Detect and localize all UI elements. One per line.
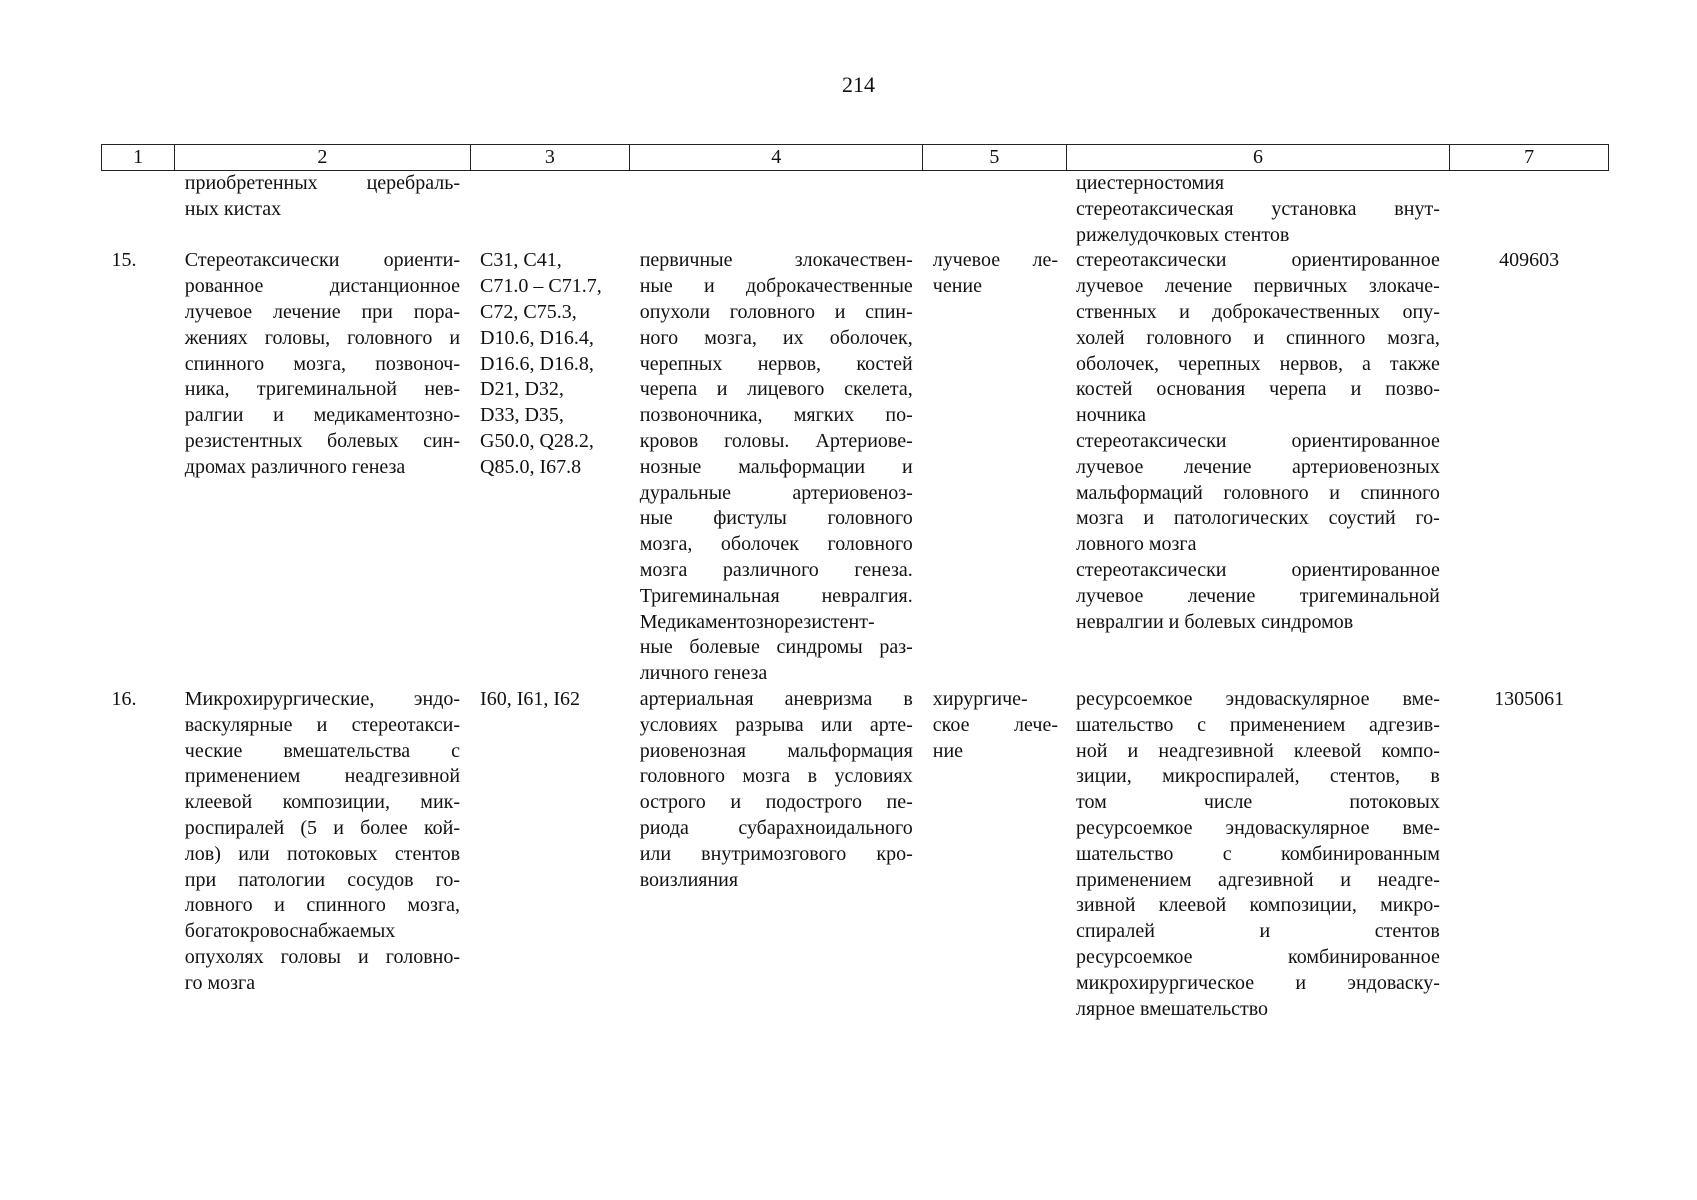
cell-text-line: роспиралей (5 и более кой- [184, 816, 461, 839]
cell-text-line: головного мозга в условиях [639, 765, 913, 788]
cell-text-line: Микрохирургические, эндо- [184, 687, 461, 710]
cell-text-line: приобретенных церебраль- [184, 172, 461, 194]
cell-text-line: или внутримозгового кро- [639, 842, 913, 865]
cell-treatment-type [923, 171, 1066, 249]
cell-text-line: артериальная аневризма в [639, 687, 913, 710]
cell-text-line: чение [932, 275, 982, 298]
cell-text-line: ные фистулы головного [639, 507, 913, 530]
cell-text-line: костей основания черепа и позво- [1076, 378, 1440, 401]
cell-patient-model [630, 171, 923, 249]
table-row-15 [102, 248, 1609, 687]
cell-text-line: C72, C75.3, [480, 300, 577, 323]
cell-text-line: стереотаксически ориентированное [1076, 249, 1440, 272]
services-table [101, 144, 1609, 1022]
cell-text-line: ной и неадгезивной клеевой компо- [1076, 739, 1440, 762]
cell-text-line: рованное дистанционное [184, 275, 461, 298]
cell-text-line: мозга и патологических соустий го- [1076, 507, 1440, 530]
cell-text-line: при патологии сосудов го- [184, 868, 461, 891]
cell-text-line: лучевое лечение артериовенозных [1076, 455, 1440, 478]
cell-text-line: ного мозга, их оболочек, [639, 326, 913, 349]
cell-text-line: зиции, микроспиралей, стентов, в [1076, 765, 1440, 788]
col-header-4: 4 [630, 145, 923, 171]
cell-text-line: первичные злокачествен- [639, 249, 913, 272]
cell-text-line: спинного мозга, позвоноч- [184, 352, 461, 375]
cell-text-line: резистентных болевых син- [184, 429, 461, 452]
cell-text-line: лучевое лечение тригеминальной [1076, 584, 1440, 607]
column-number-header [102, 145, 1609, 171]
cell-treatment-method [1066, 248, 1450, 687]
cell-text-line: черепных нервов, костей [639, 352, 913, 375]
cell-group-name [175, 248, 470, 687]
cell-text-line: микрохирургическое и эндоваску- [1076, 971, 1440, 994]
cell-text-line: D16.6, D16.8, [480, 352, 594, 375]
col-header-2: 2 [175, 145, 470, 171]
cell-text-line: невралгии и болевых синдромов [1076, 610, 1354, 633]
cell-patient-model [630, 687, 923, 1022]
cell-text-line: го мозга [184, 971, 256, 994]
cell-text-line: личного генеза [639, 662, 768, 685]
col-header-3: 3 [470, 145, 630, 171]
cell-text-line: ческие вмешательства с [184, 739, 461, 762]
cell-text-line: мозга различного генеза. [639, 558, 913, 581]
cell-text-line: холей головного и спинного мозга, [1076, 326, 1440, 349]
cell-icd-codes [470, 248, 630, 687]
cell-text-line: Q85.0, I67.8 [480, 455, 582, 478]
cell-text-line: спиралей и стентов [1076, 920, 1440, 943]
cell-text-line: D10.6, D16.4, [480, 326, 594, 349]
cell-text-line: ресурсоемкое комбинированное [1076, 945, 1440, 968]
cell-text-line: риода субарахноидального [639, 816, 913, 839]
cell-text-line: G50.0, Q28.2, [480, 429, 594, 452]
cell-text-line: ресурсоемкое эндоваскулярное вме- [1076, 687, 1440, 710]
cell-text-line: лярное вмешательство [1076, 997, 1269, 1020]
cell-text-line: том числе потоковых [1076, 791, 1440, 814]
cell-text-line: D21, D32, [480, 378, 564, 401]
cell-text-line: черепа и лицевого скелета, [639, 378, 913, 401]
cell-icd-codes [470, 171, 630, 249]
cell-text-line: ные болевые синдромы раз- [639, 636, 913, 659]
cell-text-line: лучевое лечение первичных злокаче- [1076, 275, 1440, 298]
cell-text-line: мозга, оболочек головного [639, 533, 913, 556]
cell-text-line: ночника [1076, 404, 1146, 427]
cell-text-line: ника, тригеминальной нев- [184, 378, 461, 401]
cell-text-line: применением адгезивной и неадге- [1076, 868, 1440, 891]
cell-treatment-method [1066, 687, 1450, 1022]
cell-text-line: применением неадгезивной [184, 765, 461, 788]
table-row-16 [102, 687, 1609, 1022]
cell-text-line: лучевое ле- [932, 249, 1059, 272]
table-row-continuation [102, 171, 1609, 249]
cell-text-line: ресурсоемкое эндоваскулярное вме- [1076, 816, 1440, 839]
cell-group-name [175, 171, 470, 249]
cell-text-line: ственных и доброкачественных опу- [1076, 300, 1440, 323]
cell-text-line: циестерностомия [1076, 172, 1225, 194]
cell-text-line: зивной клеевой композиции, микро- [1076, 894, 1440, 917]
cell-text-line: клеевой композиции, мик- [184, 791, 461, 814]
cell-group-name [175, 687, 470, 1022]
cell-text-line: I60, I61, I62 [480, 687, 581, 710]
cell-text-line: ловного мозга [1076, 533, 1197, 556]
cell-text-line: хирургиче- [932, 687, 1028, 710]
cell-text-line: опухолях головы и головно- [184, 945, 461, 968]
cell-text-line: богатокровоснабжаемых [184, 920, 396, 943]
cell-treatment-type [923, 248, 1066, 687]
cell-treatment-type [923, 687, 1066, 1022]
cell-text-line: стереотаксически ориентированное [1076, 558, 1440, 581]
cell-text-line: васкулярные и стереотакси- [184, 713, 461, 736]
cell-number: 15. [111, 249, 137, 272]
cell-text-line: C31, C41, [480, 249, 562, 272]
page-number: 214 [842, 72, 875, 97]
cell-patient-model [630, 248, 923, 687]
cell-text-line: нозные мальформации и [639, 455, 913, 478]
col-header-7: 7 [1450, 145, 1609, 171]
cell-text-line: Тригеминальная невралгия. [639, 584, 913, 607]
cell-text-line: ние [932, 739, 964, 762]
cell-text-line: C71.0 – C71.7, [480, 275, 602, 298]
cell-text-line: дромах различного генеза [184, 455, 406, 478]
cell-text-line: оболочек, черепных нервов, а также [1076, 352, 1440, 375]
col-header-5: 5 [923, 145, 1066, 171]
cell-text-line: шательство с комбинированным [1076, 842, 1440, 865]
cell-number [102, 171, 175, 249]
cell-text-line: Медикаментознорезистент- [639, 610, 875, 633]
cell-text-line: D33, D35, [480, 404, 564, 427]
cell-text-line: лов) или потоковых стентов [184, 842, 461, 865]
cell-text-line: стереотаксически ориентированное [1076, 429, 1440, 452]
col-header-6: 6 [1066, 145, 1450, 171]
cell-text-line: ловного и спинного мозга, [184, 894, 461, 917]
cell-number: 16. [111, 687, 137, 710]
cell-text-line: Стереотаксически ориенти- [184, 249, 461, 272]
cell-cost: 1305061 [1494, 687, 1565, 710]
cell-text-line: ных кистах [184, 197, 282, 220]
cell-text-line: острого и подострого пе- [639, 791, 913, 814]
col-header-1: 1 [102, 145, 175, 171]
cell-cost [1450, 171, 1609, 249]
cell-text-line: лучевое лечение при пора- [184, 300, 461, 323]
cell-text-line: опухоли головного и спин- [639, 300, 913, 323]
cell-text-line: рижелудочковых стентов [1076, 223, 1290, 246]
cell-text-line: дуральные артериовеноз- [639, 481, 913, 504]
cell-text-line: ское лече- [932, 713, 1059, 736]
cell-text-line: ралгии и медикаментозно- [184, 404, 461, 427]
cell-treatment-method [1066, 171, 1450, 249]
cell-text-line: жениях головы, головного и [184, 326, 461, 349]
cell-text-line: стереотаксическая установка внут- [1076, 197, 1440, 220]
cell-text-line: кровов головы. Артериове- [639, 429, 913, 452]
cell-text-line: воизлияния [639, 868, 739, 891]
cell-text-line: ные и доброкачественные [639, 275, 913, 298]
cell-text-line: риовенозная мальформация [639, 739, 913, 762]
cell-text-line: позвоночника, мягких по- [639, 404, 913, 427]
cell-text-line: условиях разрыва или арте- [639, 713, 913, 736]
cell-cost: 409603 [1499, 249, 1560, 272]
cell-icd-codes [470, 687, 630, 1022]
cell-text-line: мальформаций головного и спинного [1076, 481, 1440, 504]
cell-text-line: шательство с применением адгезив- [1076, 713, 1440, 736]
